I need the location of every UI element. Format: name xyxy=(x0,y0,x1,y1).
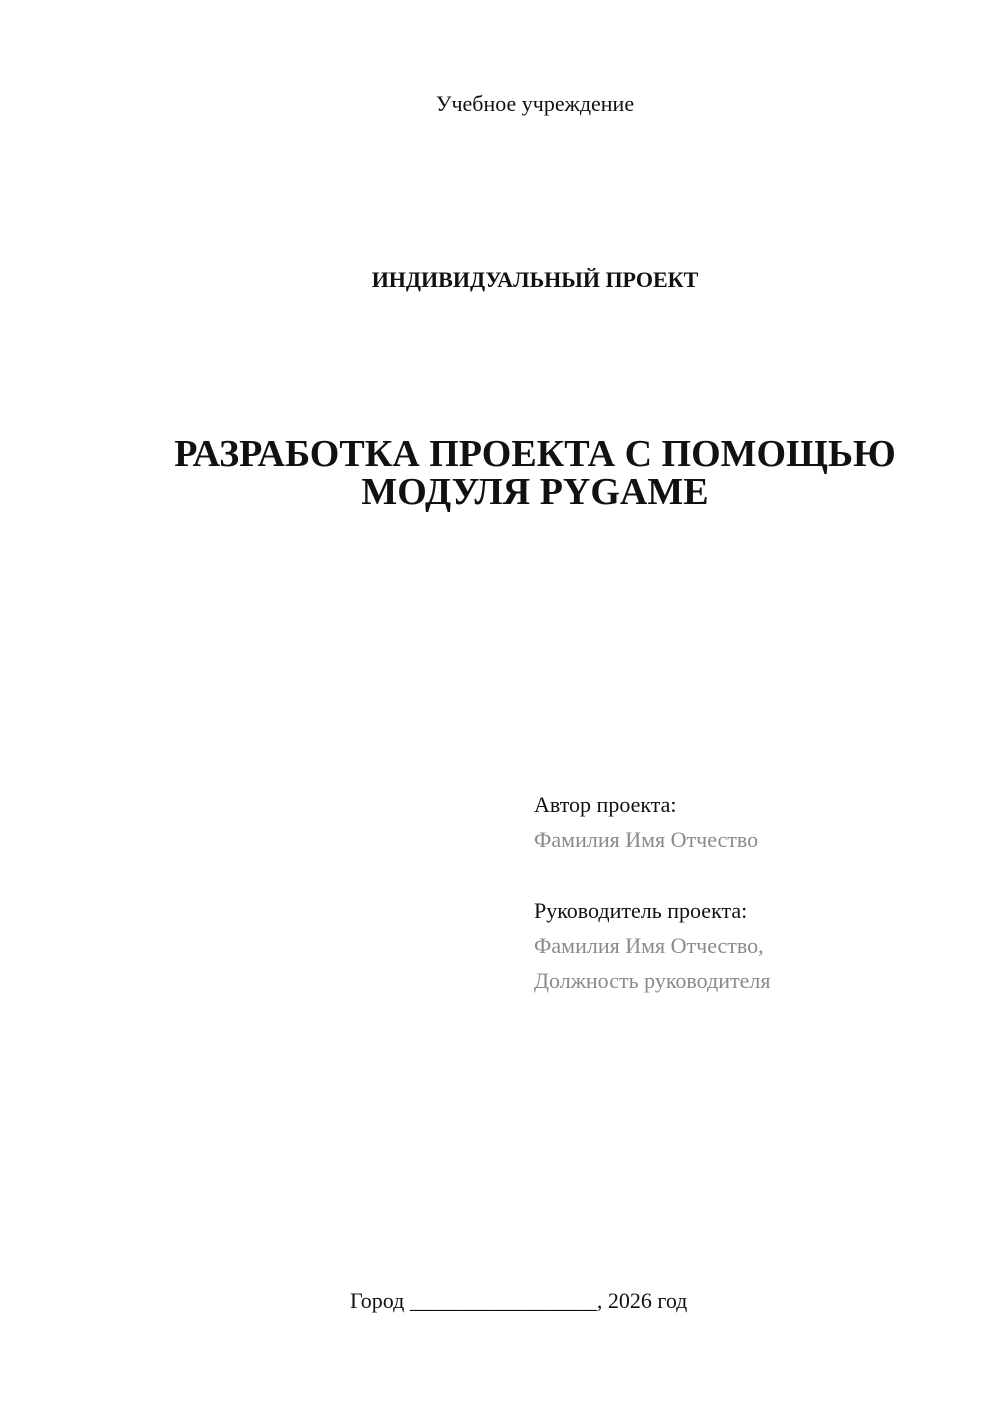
author-label: Автор проекта: xyxy=(534,792,677,817)
project-title-line-2: МОДУЛЯ PYGAME xyxy=(361,471,709,513)
author-name-placeholder: Фамилия Имя Отчество xyxy=(534,827,759,852)
city-year-line: Город _________________, 2026 год xyxy=(350,1288,688,1313)
supervisor-position-placeholder: Должность руководителя xyxy=(534,968,771,993)
author-block xyxy=(534,787,758,857)
institution-name: Учебное учреждение xyxy=(435,91,635,116)
project-type-heading: ИНДИВИДУАЛЬНЫЙ ПРОЕКТ xyxy=(371,267,699,292)
project-title xyxy=(70,435,1000,511)
supervisor-name-placeholder: Фамилия Имя Отчество, xyxy=(534,933,764,958)
supervisor-label: Руководитель проекта: xyxy=(534,898,748,923)
project-title-line-1: РАЗРАБОТКА ПРОЕКТА С ПОМОЩЬЮ xyxy=(174,433,896,475)
supervisor-block xyxy=(534,893,770,998)
